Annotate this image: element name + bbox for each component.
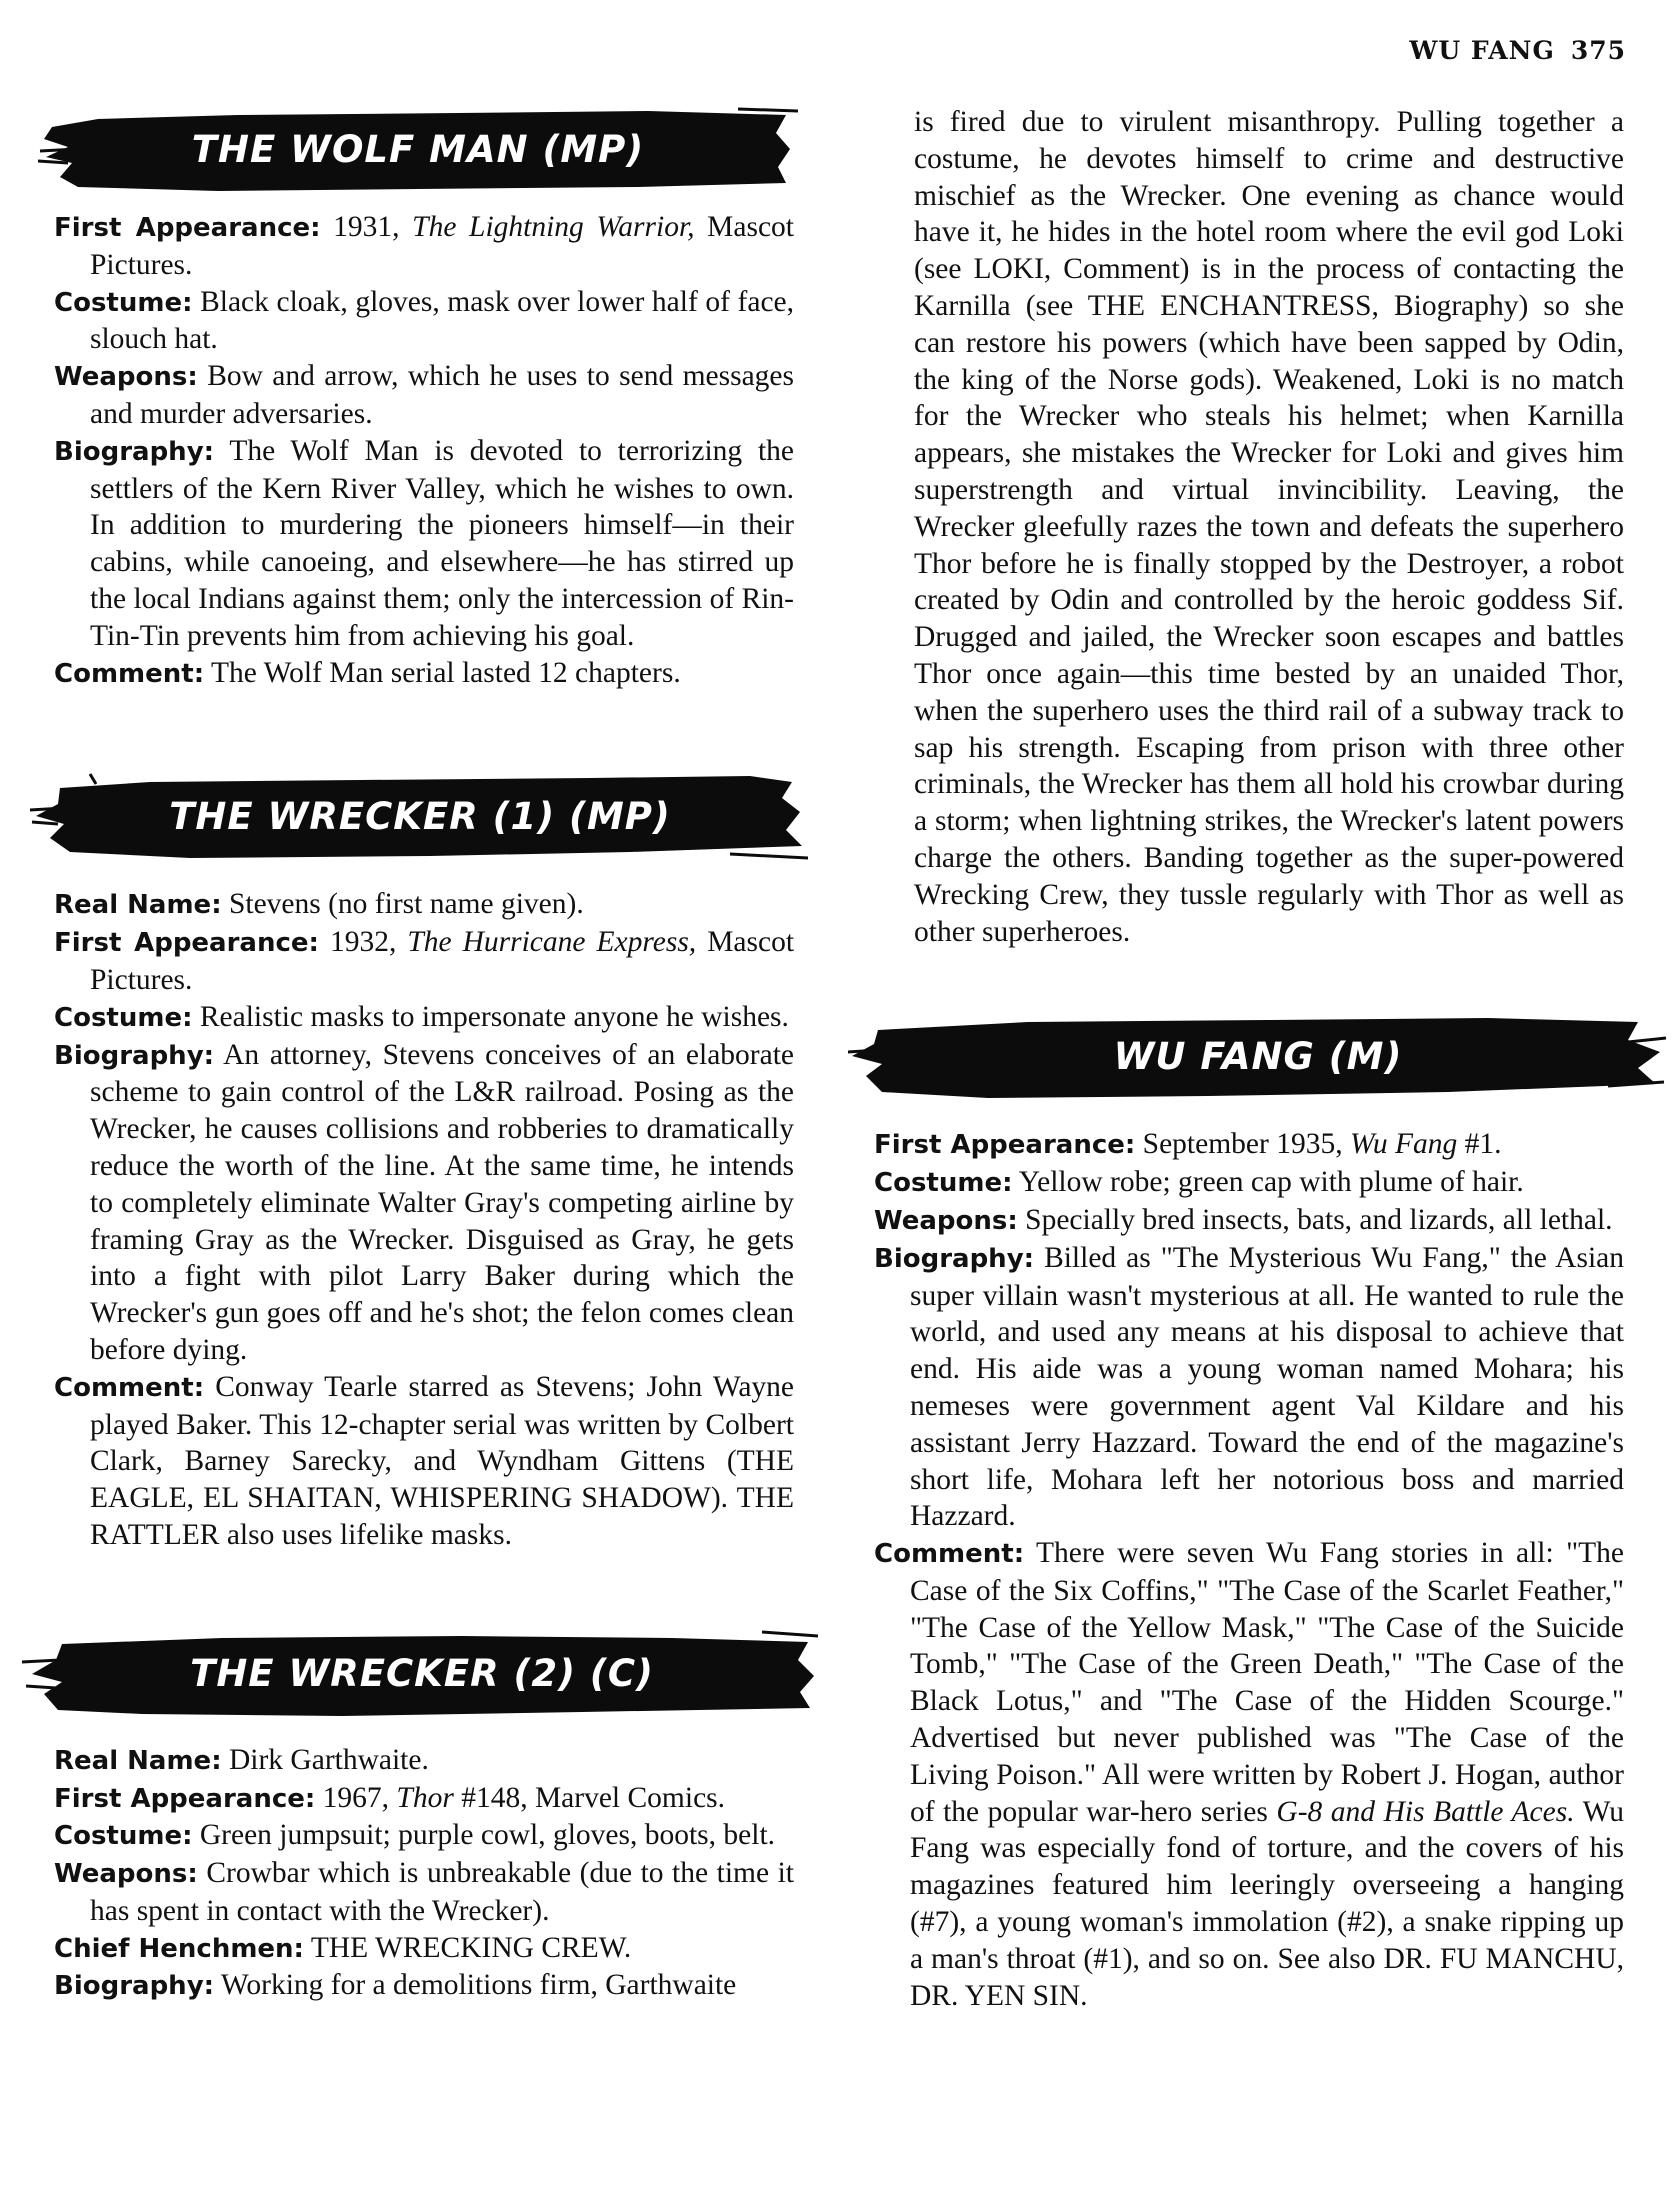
- field-costume: Costume: Realistic masks to impersonate anyone he wishes.: [54, 1000, 789, 1033]
- field-first-appearance: First Appearance: 1931, The Lightning Warrior, Mascot Pictures.: [54, 211, 794, 281]
- entry-wu-fang: [874, 1126, 1624, 2014]
- field-comment: Comment: The Wolf Man serial lasted 12 chapters.: [54, 656, 681, 689]
- right-column: [874, 104, 1625, 2014]
- field-biography: Biography: Billed as "The Mysterious Wu Fang," the Asian super villain wasn't mysterious at all. He wanted to rule the world, and used any means at his disposal to achieve that end. His aide was a young woman named Mohara; his nemeses were government agent Val Kildare and his assistant Jerry Hazzard. Toward the end of the magazine's short life, Mohara left her notorious boss and married Hazzard.: [874, 1241, 1624, 1533]
- field-costume: Costume: Yellow robe; green cap with plume of hair.: [874, 1166, 1524, 1199]
- field-biography: Biography: An attorney, Stevens conceives of an elaborate scheme to gain control of the L&R railroad. Posing as the Wrecker, he causes collisions and robberies to dramatically reduce the worth of the line. At the same time, he intends to completely eliminate Walter Gray's competing airline by framing Gray as the Wrecker. Disguised as Gray, he gets into a fight with pilot Larry Baker during which the Wrecker's gun goes off and he's shot; the felon comes clean before dying.: [54, 1038, 794, 1366]
- field-weapons: Weapons: Bow and arrow, which he uses to send messages and murder adversaries.: [54, 360, 794, 430]
- entry-wrecker-2: [54, 1742, 794, 2006]
- field-chief-henchmen: Chief Henchmen: THE WRECKING CREW.: [54, 1931, 632, 1964]
- entry-title: THE WRECKER (2) (C): [190, 1652, 654, 1696]
- entry-title: THE WRECKER (1) (MP): [169, 794, 671, 838]
- field-first-appearance: First Appearance: 1932, The Hurricane Express, Mascot Pictures.: [54, 926, 795, 996]
- field-first-appearance: First Appearance: 1967, Thor #148, Marvel Comics.: [54, 1781, 726, 1814]
- field-comment: Comment: Conway Tearle starred as Stevens; John Wayne played Baker. This 12-chapter serial was written by Colbert Clark, Barney Sarecky, and Wyndham Gittens (THE EAGLE, EL SHAITAN, WHISPERING SHADOW). THE RATTLER also uses lifelike masks.: [54, 1370, 795, 1551]
- field-real-name: Real Name: Dirk Garthwaite.: [54, 1743, 429, 1776]
- entry-banner-wrecker-1: [50, 772, 790, 860]
- field-weapons: Weapons: Specially bred insects, bats, and lizards, all lethal.: [874, 1203, 1613, 1236]
- entry-banner-wrecker-2: [42, 1630, 802, 1718]
- field-biography: Biography: The Wolf Man is devoted to terrorizing the settlers of the Kern River Valley, which he wishes to own. In addition to murdering the pioneers himself—in their cabins, while canoeing, and elsewhere—he has stirred up the local Indians against them; only the intercession of Rin-Tin-Tin prevents him from achieving his goal.: [54, 434, 795, 652]
- field-costume: Costume: Green jumpsuit; purple cowl, gloves, boots, belt.: [54, 1819, 776, 1852]
- field-first-appearance: First Appearance: September 1935, Wu Fang #1.: [874, 1128, 1502, 1161]
- entry-title: THE WOLF MAN (MP): [191, 127, 645, 171]
- entry-banner-wu-fang: [868, 1012, 1648, 1100]
- entry-banner-wolf-man: [58, 105, 778, 193]
- entry-title: WU FANG (M): [1113, 1034, 1403, 1078]
- field-comment: Comment: There were seven Wu Fang stories in all: "The Case of the Six Coffins," "The Case of the Scarlet Feather," "The Case of the Yellow Mask," "The Case of the Suicide Tomb," "The Case of the Green Death," "The Case of the Black Lotus," and "The Case of the Hidden Scourge." Advertised but never published was "The Case of the Living Poison." All were written by Robert J. Hogan, author of the popular war-hero series G-8 and His Battle Aces. Wu Fang was especially fond of torture, and the covers of his magazines featured him leeringly overseeing a hanging (#7), a young woman's immolation (#2), a snake ripping up a man's throat (#1), and so on. See also DR. FU MANCHU, DR. YEN SIN.: [874, 1537, 1625, 2012]
- entry-wolf-man: [54, 209, 794, 692]
- entry-wrecker-1: [54, 886, 794, 1553]
- field-costume: Costume: Black cloak, gloves, mask over lower half of face, slouch hat.: [54, 285, 795, 356]
- biography-continuation: is fired due to virulent misanthropy. Pulling together a costume, he devotes himself to crime and destructive mischief as the Wrecker. One evening as chance would have it, he hides in the hotel room where the evil god Loki (see LOKI, Comment) is in the process of contacting the Karnilla (see THE ENCHANTRESS, Biography) so she can restore his powers (which have been sapped by Odin, the king of the Norse gods). Weakened, Loki is no match for the Wrecker who steals his helmet; when Karnilla appears, she mistakes the Wrecker for Loki and gives him superstrength and virtual invincibility. Leaving, the Wrecker gleefully razes the town and defeats the superhero Thor before he is finally stopped by the Destroyer, a robot created by Odin and controlled by the heroic goddess Sif. Drugged and jailed, the Wrecker soon escapes and battles Thor once again—this time bested by an unaided Thor, when the superhero uses the third rail of a subway track to sap his strength. Escaping from prison with three other criminals, the Wrecker has them all hold his crowbar during a storm; when lightning strikes, the Wrecker's latent powers charge the others. Banding together as the super-powered Wrecking Crew, they tussle regularly with Thor as well as other superheroes.: [914, 106, 1624, 948]
- field-real-name: Real Name: Stevens (no first name given).: [54, 888, 584, 921]
- field-weapons: Weapons: Crowbar which is unbreakable (due to the time it has spent in contact with the Wrecker).: [54, 1857, 794, 1927]
- left-column: [54, 105, 794, 2005]
- field-biography: Biography: Working for a demolitions firm, Garthwaite: [54, 1969, 737, 2002]
- running-head: [1409, 36, 1626, 65]
- page-number: 375: [1570, 36, 1626, 65]
- running-head-section: WU FANG: [1409, 36, 1555, 65]
